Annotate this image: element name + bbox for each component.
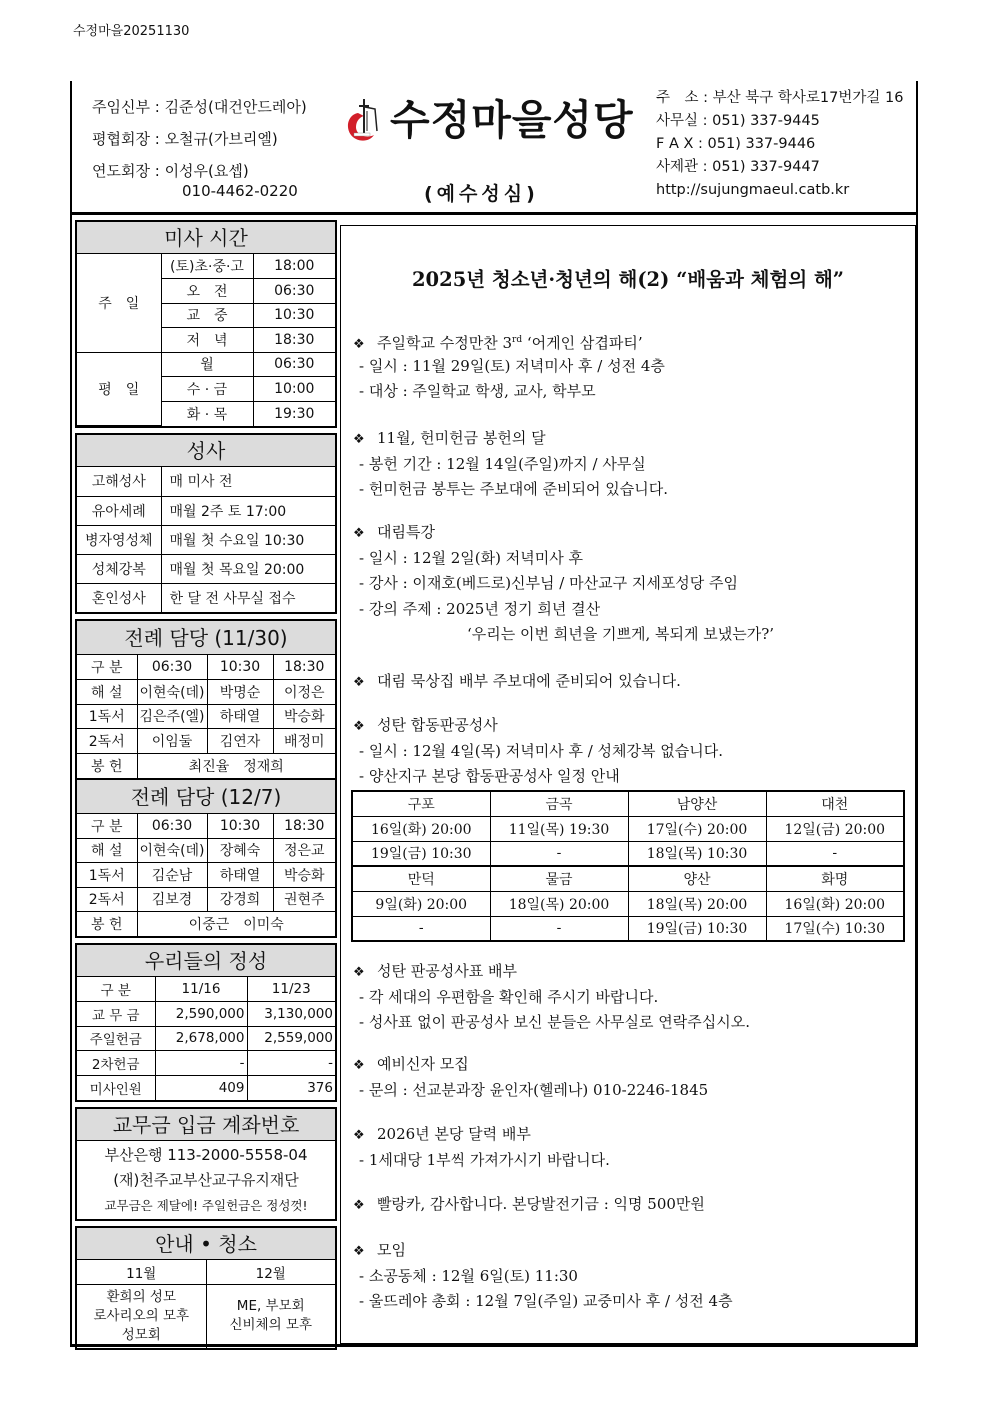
- schedule-time: 18일(목) 20:00: [628, 891, 766, 916]
- church-logo-icon: [344, 97, 388, 145]
- diamond-bullet-icon: ❖: [353, 1058, 365, 1073]
- offerings-table: [77, 977, 335, 1100]
- offering-value: 409: [155, 1075, 247, 1100]
- group-name: 환희의 성모: [106, 1288, 176, 1305]
- mass-time: 06:30: [253, 279, 335, 304]
- mass-time: 06:30: [253, 352, 335, 377]
- mass-time: 10:30: [253, 303, 335, 328]
- account-note: 교무금은 제달에! 주일헌금은 정성껏!: [104, 1197, 308, 1213]
- mass-name: 저 녁: [161, 328, 253, 353]
- pastor-label: 주임신부: [92, 98, 150, 116]
- district-label: 연도회장: [92, 162, 150, 180]
- role-label: 2독서: [77, 729, 137, 754]
- announcement-line: ‘우리는 이번 희년을 기쁘게, 복되게 보냈는가?’: [467, 625, 775, 643]
- announcement-heading: 11월, 헌미헌금 봉헌의 달: [377, 429, 546, 447]
- address-label: 주 소: [656, 90, 699, 106]
- liturgy-duty-1130-title: 전례 담당 (11/30): [77, 621, 335, 655]
- column-header: 구 분: [77, 977, 155, 1002]
- column-header: 11/23: [247, 977, 335, 1002]
- sacrament-name: 혼인성사: [77, 583, 161, 612]
- person-name: 박명순: [207, 680, 273, 705]
- sacraments-table: [77, 467, 335, 612]
- person-name: 김보경: [137, 887, 207, 912]
- rectory-phone: 051) 337-9447: [712, 159, 820, 175]
- diamond-bullet-icon: ❖: [353, 719, 365, 734]
- person-name: 이현숙(데): [137, 680, 207, 705]
- offerings-box: [75, 943, 337, 1102]
- schedule-time: 18일(목) 20:00: [490, 891, 628, 916]
- website-link[interactable]: http://sujungmaeul.catb.kr: [656, 182, 850, 198]
- sacrament-value: 매월 첫 목요일 20:00: [161, 554, 335, 583]
- offering-value: 3,130,000: [247, 1002, 335, 1027]
- liturgy-duty-1207-box: [75, 780, 337, 939]
- fax-number: 051) 337-9446: [707, 136, 816, 152]
- fax-label: F A X: [656, 136, 694, 152]
- mass-times-title: 미사 시간: [77, 222, 335, 254]
- person-name: 강경희: [207, 887, 273, 912]
- schedule-time: 18일(목) 10:30: [628, 841, 766, 866]
- announcement-meetings: [353, 1238, 733, 1315]
- person-name: 이정은: [273, 680, 335, 705]
- offering-label: 2차헌금: [77, 1051, 155, 1076]
- role-label: 해 설: [77, 838, 137, 863]
- offering-value: 2,590,000: [155, 1002, 247, 1027]
- announcement-line: - 각 세대의 우편함을 확인해 주시기 바랍니다.: [359, 987, 659, 1006]
- diamond-bullet-icon: ❖: [353, 432, 365, 447]
- cleaning-title: 안내 • 청소: [77, 1228, 335, 1260]
- announcement-palanca: [353, 1192, 705, 1218]
- rectory-label: 사제관: [656, 159, 699, 175]
- group-name: ME, 부모회: [236, 1298, 305, 1315]
- schedule-time: 17일(수) 10:30: [766, 916, 904, 941]
- mass-name: 화 · 목: [161, 401, 253, 426]
- schedule-time: 9일(화) 20:00: [352, 891, 490, 916]
- group-name: 성모회: [121, 1326, 161, 1343]
- column-header: 10:30: [207, 655, 273, 680]
- person-name: 권현주: [273, 887, 335, 912]
- confession-schedule-table: [351, 790, 905, 942]
- diamond-bullet-icon: ❖: [353, 965, 365, 980]
- person-name: 이현숙(데): [137, 838, 207, 863]
- person-name: 이임둘: [137, 729, 207, 754]
- announcement-heading: 2026년 본당 달력 배부: [377, 1125, 531, 1143]
- office-label: 사무실: [656, 113, 699, 129]
- announcement-heading: 성탄 합동판공성사: [377, 716, 498, 734]
- announcement-line: - 울뜨레야 총회 : 12월 7일(주일) 교중미사 후 / 성전 4층: [359, 1292, 733, 1310]
- account-holder: (재)천주교부산교구유지재단: [113, 1170, 299, 1189]
- person-name: 정은교: [273, 838, 335, 863]
- november-groups: [77, 1284, 206, 1348]
- diamond-bullet-icon: ❖: [353, 675, 365, 690]
- group-name: 로사리오의 모후: [93, 1307, 190, 1324]
- cleaning-table: [77, 1260, 335, 1349]
- announcement-catechumen: [353, 1052, 708, 1103]
- sacrament-value: 한 달 전 사무실 접수: [161, 583, 335, 612]
- church-name: 수정마을성당: [390, 96, 634, 144]
- mass-time: 10:00: [253, 377, 335, 402]
- sacraments-title: 성사: [77, 435, 335, 467]
- pastor-name: 김준성(대건안드레아): [164, 98, 307, 116]
- column-header: 06:30: [137, 655, 207, 680]
- account-box: [75, 1107, 337, 1221]
- superscript: rd: [512, 335, 523, 345]
- sacrament-name: 병자영성체: [77, 525, 161, 554]
- announcement-rice-offering: [353, 426, 668, 503]
- motto: (예수성심): [424, 183, 539, 205]
- role-label: 2독서: [77, 887, 137, 912]
- schedule-time: 17일(수) 20:00: [628, 816, 766, 841]
- column-header: 18:30: [273, 814, 335, 839]
- announcements-panel: [340, 225, 916, 1344]
- offerings-title: 우리들의 정성: [77, 945, 335, 977]
- person-name: 배정미: [273, 729, 335, 754]
- schedule-time: -: [490, 916, 628, 941]
- parish-name: 물금: [490, 866, 628, 891]
- parish-name: 만덕: [352, 866, 490, 891]
- weekday-label: 평 일: [77, 352, 161, 426]
- announcement-line: - 봉헌 기간 : 12월 14일(주일)까지 / 사무실: [359, 454, 646, 473]
- diamond-bullet-icon: ❖: [353, 1244, 365, 1259]
- sacrament-name: 유아세례: [77, 496, 161, 525]
- schedule-time: -: [490, 841, 628, 866]
- person-name: 하태열: [207, 704, 273, 729]
- announcement-heading: 모임: [377, 1241, 406, 1259]
- mass-name: 오 전: [161, 279, 253, 304]
- person-name: 김연자: [207, 729, 273, 754]
- announcement-line: - 문의 : 선교분과장 윤인자(헬레나) 010-2246-1845: [359, 1080, 709, 1099]
- announcement-line: - 강의 주제 : 2025년 정기 희년 결산: [359, 599, 601, 618]
- role-label: 1독서: [77, 704, 137, 729]
- address: 부산 북구 학사로17번가길 16: [712, 90, 904, 106]
- mass-time: 18:00: [253, 254, 335, 279]
- announcement-heading: 대림 묵상집 배부 주보대에 준비되어 있습니다.: [377, 672, 681, 690]
- column-header: 11/16: [155, 977, 247, 1002]
- person-name: 박승화: [273, 863, 335, 888]
- offering-label: 교 무 금: [77, 1002, 155, 1027]
- sacrament-value: 매월 2주 토 17:00: [161, 496, 335, 525]
- mass-name: 월: [161, 352, 253, 377]
- sacrament-value: 매 미사 전: [161, 467, 335, 496]
- diamond-bullet-icon: ❖: [353, 1198, 365, 1213]
- announcement-heading: 예비신자 모집: [377, 1055, 469, 1073]
- column-header: 18:30: [273, 655, 335, 680]
- contact-info: 주 소 : 부산 북구 학사로17번가길 16 사무실 : 051) 337-9445 F A X : 051) 337-9446 사제관 : 051) 337-9447 http://sujungmaeul.catb.kr: [656, 87, 903, 202]
- announcement-line: - 대상 : 주일학교 학생, 교사, 학부모: [359, 382, 596, 400]
- clergy-info: 주임신부 : 김준성(대건안드레아) 평협회장 : 오철규(가브리엘) 연도회장 : 이성우(요셉) 010-4462-0220: [92, 98, 307, 200]
- announcement-line: - 일시 : 12월 2일(화) 저녁미사 후: [359, 548, 583, 567]
- cleaning-box: [75, 1226, 337, 1351]
- announcement-heading: 주일학교 수정만찬 3: [377, 334, 513, 352]
- sacrament-name: 고해성사: [77, 467, 161, 496]
- announcement-heading: 성탄 판공성사표 배부: [377, 962, 517, 980]
- announcement-line: - 일시 : 11월 29일(토) 저녁미사 후 / 성전 4층: [359, 356, 665, 375]
- diamond-bullet-icon: ❖: [353, 1128, 365, 1143]
- mass-times-table: [77, 254, 335, 426]
- parish-name: 대천: [766, 791, 904, 816]
- main-title: 2025년 청소년·청년의 해(2) “배움과 체험의 해”: [411, 268, 844, 291]
- mass-name: 수 · 금: [161, 377, 253, 402]
- offering-value: -: [155, 1051, 247, 1076]
- column-header: 10:30: [207, 814, 273, 839]
- schedule-time: -: [352, 916, 490, 941]
- announcement-heading: 대림특강: [377, 523, 435, 541]
- parish-name: 구포: [352, 791, 490, 816]
- schedule-time: 19일(금) 10:30: [628, 916, 766, 941]
- schedule-time: 16일(화) 20:00: [766, 891, 904, 916]
- role-label: 해 설: [77, 680, 137, 705]
- sacrament-name: 성체강복: [77, 554, 161, 583]
- announcement-line: - 일시 : 12월 4일(목) 저녁미사 후 / 성체강복 없습니다.: [359, 741, 724, 760]
- mass-time: 18:30: [253, 328, 335, 353]
- account-title: 교무금 입금 계좌번호: [77, 1109, 335, 1141]
- person-name: 김은주(엘): [137, 704, 207, 729]
- announcement-line: - 1세대당 1부씩 가져가시기 바랍니다.: [359, 1150, 610, 1169]
- sunday-label: 주 일: [77, 254, 161, 352]
- parish-name: 화명: [766, 866, 904, 891]
- sidebar: [75, 220, 337, 1355]
- role-label: 봉 헌: [77, 753, 137, 778]
- announcement-advent-lecture: [353, 520, 774, 648]
- parish-name: 양산: [628, 866, 766, 891]
- person-name: 하태열: [207, 863, 273, 888]
- diamond-bullet-icon: ❖: [353, 337, 365, 352]
- offering-value: 2,559,000: [247, 1026, 335, 1051]
- month-header: 11월: [77, 1260, 206, 1285]
- mass-name: 교 중: [161, 303, 253, 328]
- schedule-time: 16일(화) 20:00: [352, 816, 490, 841]
- column-header: 06:30: [137, 814, 207, 839]
- offering-value: -: [247, 1051, 335, 1076]
- schedule-time: 12일(금) 20:00: [766, 816, 904, 841]
- month-header: 12월: [206, 1260, 335, 1285]
- announcement-calendar: [353, 1122, 610, 1173]
- announcement-heading: 빨랑카, 감사합니다. 본당발전기금 : 익명 500만원: [377, 1195, 705, 1213]
- sacraments-box: [75, 433, 337, 614]
- announcement-line: - 강사 : 이재호(베드로)신부님 / 마산교구 지세포성당 주임: [359, 574, 739, 592]
- announcement-line: - 헌미헌금 봉투는 주보대에 준비되어 있습니다.: [359, 480, 668, 498]
- column-header: 구 분: [77, 814, 137, 839]
- announcement-christmas-confession: [353, 713, 723, 790]
- announcement-line: - 소공동체 : 12월 6일(토) 11:30: [359, 1266, 578, 1285]
- mass-times-box: [75, 220, 337, 428]
- council-label: 평협회장: [92, 130, 150, 148]
- diamond-bullet-icon: ❖: [353, 526, 365, 541]
- person-name: 장혜숙: [207, 838, 273, 863]
- liturgy-duty-1207-table: [77, 814, 335, 937]
- bulletin-header: [72, 81, 916, 215]
- offering-value: 376: [247, 1075, 335, 1100]
- liturgy-duty-1207-title: 전례 담당 (12/7): [77, 780, 335, 814]
- announcement-heading-tail: ‘어게인 삼겹파티’: [522, 334, 643, 352]
- role-label: 1독서: [77, 863, 137, 888]
- offertory-names: 최진율 정재희: [137, 753, 335, 778]
- announcement-line: - 양산지구 본당 합동판공성사 일정 안내: [359, 767, 620, 785]
- document-id: 수정마을20251130: [73, 24, 190, 39]
- council-name: 오철규(가브리엘): [164, 130, 278, 148]
- december-groups: [206, 1284, 335, 1348]
- announcement-confession-ticket: [353, 959, 750, 1036]
- announcement-advent-booklet: [353, 669, 681, 695]
- mass-time: 19:30: [253, 401, 335, 426]
- schedule-time: -: [766, 841, 904, 866]
- liturgy-duty-1130-table: [77, 655, 335, 778]
- offering-value: 2,678,000: [155, 1026, 247, 1051]
- district-name: 이성우(요셉): [164, 162, 249, 180]
- district-phone: 010-4462-0220: [182, 182, 298, 200]
- bank-account: 부산은행 113-2000-5558-04: [104, 1145, 308, 1164]
- person-name: 김순남: [137, 863, 207, 888]
- parish-name: 금곡: [490, 791, 628, 816]
- offering-label: 주일헌금: [77, 1026, 155, 1051]
- group-name: 신비체의 모후: [229, 1317, 313, 1334]
- column-header: 구 분: [77, 655, 137, 680]
- announcement-sunday-school: [353, 328, 665, 405]
- schedule-time: 11일(목) 19:30: [490, 816, 628, 841]
- parish-name: 남양산: [628, 791, 766, 816]
- role-label: 봉 헌: [77, 912, 137, 937]
- sacrament-value: 매월 첫 수요일 10:30: [161, 525, 335, 554]
- office-phone: 051) 337-9445: [712, 113, 820, 129]
- person-name: 박승화: [273, 704, 335, 729]
- mass-name: (토)초·중·고: [161, 254, 253, 279]
- schedule-time: 19일(금) 10:30: [352, 841, 490, 866]
- announcement-line: - 성사표 없이 판공성사 보신 분들은 사무실로 연락주십시오.: [359, 1013, 750, 1031]
- offering-label: 미사인원: [77, 1075, 155, 1100]
- liturgy-duty-1130-box: [75, 619, 337, 780]
- offertory-names: 이중근 이미숙: [137, 912, 335, 937]
- bulletin-frame: [70, 81, 918, 1347]
